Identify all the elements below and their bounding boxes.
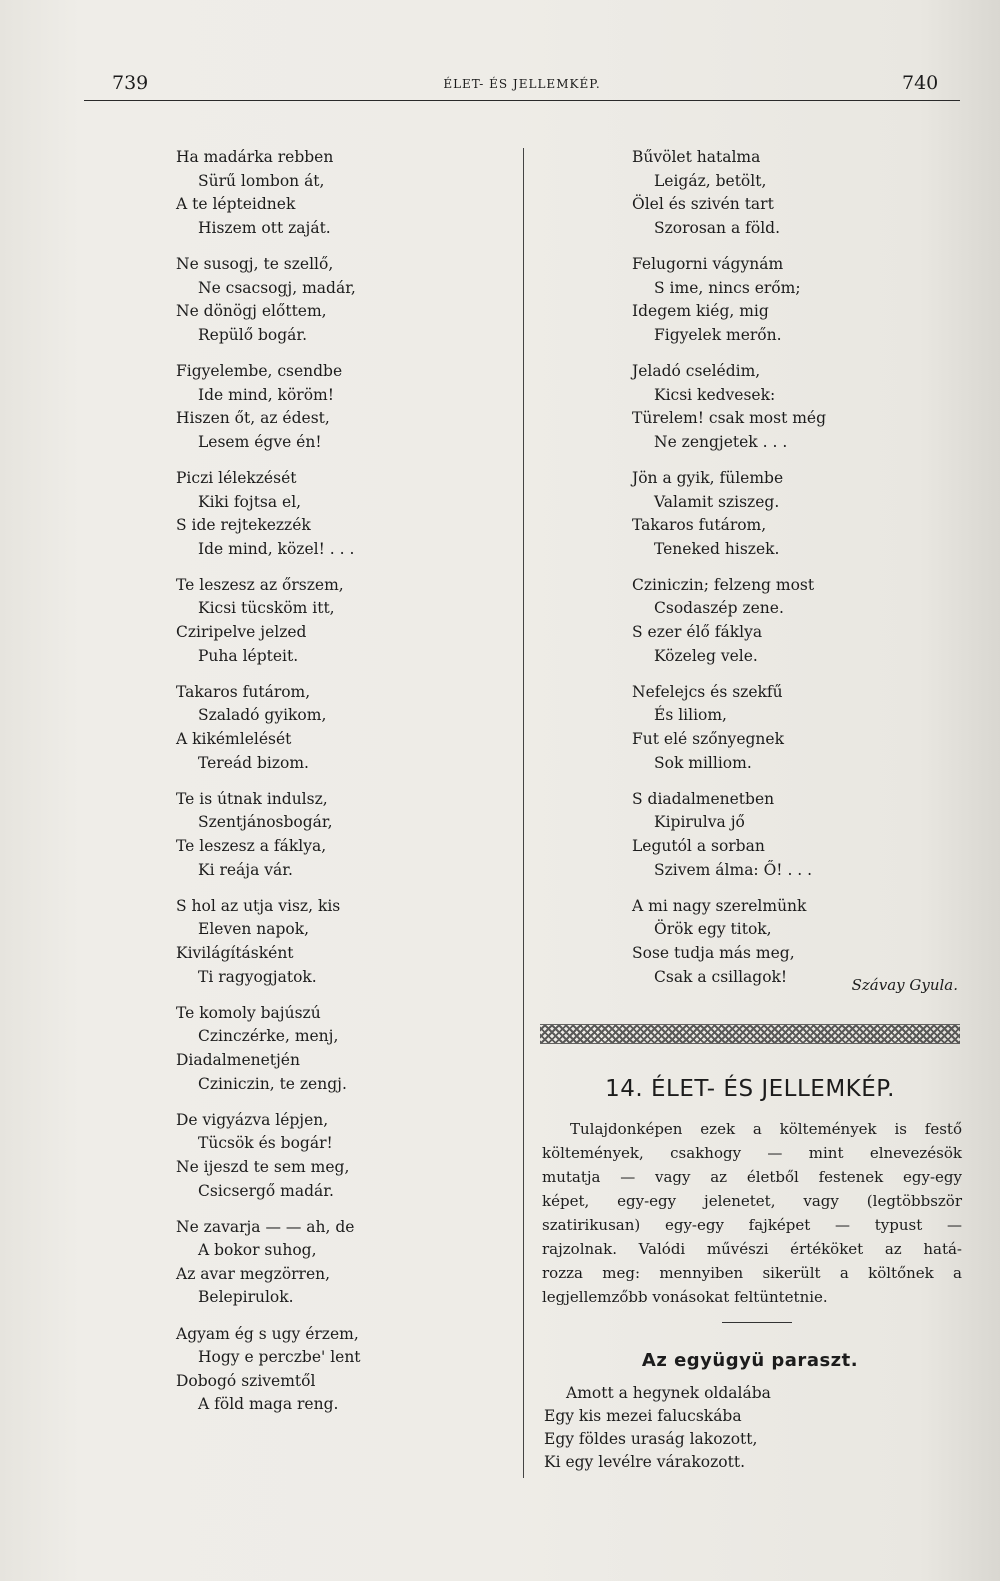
poem-line: Diadalmenetjén <box>176 1050 300 1069</box>
paragraph-line: Tulajdonképen ezek a költemények is festő <box>570 1120 962 1138</box>
poem-line: A mi nagy szerelmünk <box>632 896 807 915</box>
poem-stanza <box>632 253 932 347</box>
poem-stanza <box>176 1323 476 1417</box>
poem-line: Leigáz, betölt, <box>654 171 767 190</box>
poem-line: Figyelembe, csendbe <box>176 361 343 380</box>
poem-line: Te is útnak indulsz, <box>176 789 328 808</box>
paragraph-line: képet, egy-egy jelenetet, vagy (legtöbbször <box>542 1192 962 1210</box>
poem-line: Eleven napok, <box>198 920 310 939</box>
poem-excerpt <box>544 1382 964 1474</box>
poem-line: És liliom, <box>654 706 727 725</box>
poem-line: Lesem égve én! <box>198 432 322 451</box>
poem-line: S diadalmenetben <box>632 789 775 808</box>
poem-line: Cziripelve jelzed <box>176 623 307 642</box>
poem-line: Te komoly bajúszú <box>176 1003 321 1022</box>
poem-line: Ki reája vár. <box>198 860 293 879</box>
poem-line: Tereád bizom. <box>198 753 309 772</box>
poem-line: Hiszem ott zaját. <box>198 218 331 237</box>
poem-line: Kipirulva jő <box>654 813 745 832</box>
poem-signature: Szávay Gyula. <box>851 976 958 994</box>
poem-line: Sürű lombon át, <box>198 171 325 190</box>
poem-line: Idegem kiég, mig <box>632 302 769 321</box>
poem-title: Az együgyü paraszt. <box>641 1350 859 1371</box>
poem-stanza <box>176 788 476 882</box>
poem-line: Cziniczin; felzeng most <box>632 575 815 594</box>
poem-line: Te leszesz az őrszem, <box>176 575 344 594</box>
poem-line: Agyam ég s ugy érzem, <box>176 1324 359 1343</box>
poem-line: Sok milliom. <box>654 753 752 772</box>
poem-stanza <box>632 360 932 454</box>
poem-line: Ölel és szivén tart <box>632 195 774 214</box>
paragraph-line: mutatja — vagy az életből festenek egy-egy <box>542 1168 962 1186</box>
poem-line: A föld maga reng. <box>198 1395 339 1414</box>
poem-line: Felugorni vágynám <box>632 254 784 273</box>
poem-stanza <box>632 467 932 561</box>
running-title: ÉLET- ÉS JELLEMKÉP. <box>443 77 601 91</box>
short-divider-rule <box>722 1322 792 1323</box>
page-header <box>84 70 960 110</box>
paragraph-line: rozza meg: mennyiben sikerült a költőnek a <box>542 1264 962 1282</box>
poem-line: Ne dönögj előttem, <box>176 302 327 321</box>
poem-line: Nefelejcs és szekfű <box>632 682 783 701</box>
poem-line: Ne zengjetek . . . <box>654 432 788 451</box>
poem-line: Ne ijeszd te sem meg, <box>176 1157 350 1176</box>
poem-line: Örök egy titok, <box>654 920 772 939</box>
poem-stanza <box>176 360 476 454</box>
poem-line: Valamit sziszeg. <box>654 492 780 511</box>
poem-line: Szentjánosbogár, <box>198 813 333 832</box>
poem-line: Szaladó gyikom, <box>198 706 327 725</box>
poem-line: Egy kis mezei falucskába <box>544 1407 742 1425</box>
poem-line: Piczi lélekzését <box>176 468 297 487</box>
poem-line: Kivilágításként <box>176 943 294 962</box>
poem-line: Repülő bogár. <box>198 325 308 344</box>
poem-line: S hol az utja visz, kis <box>176 896 341 915</box>
poem-line: S ime, nincs erőm; <box>654 278 801 297</box>
poem-line: Belepirulok. <box>198 1288 294 1307</box>
poem-stanza <box>632 788 932 882</box>
poem-line: Csodaszép zene. <box>654 599 784 618</box>
poem-stanza <box>632 681 932 775</box>
poem-line: Ide mind, köröm! <box>198 385 334 404</box>
poem-line: Csicsergő madár. <box>198 1181 334 1200</box>
poem-line: Hogy e perczbe' lent <box>198 1348 361 1367</box>
poem-line: Hiszen őt, az édest, <box>176 409 330 428</box>
poem-line: Sose tudja más meg, <box>632 943 795 962</box>
poem-line: Fut elé szőnyegnek <box>632 730 784 749</box>
poem-line: Te leszesz a fáklya, <box>176 837 327 855</box>
poem-stanza <box>176 146 476 240</box>
left-column-poem <box>176 146 476 1430</box>
poem-line: S ide rejtekezzék <box>176 516 311 535</box>
poem-line: Tücsök és bogár! <box>198 1134 333 1153</box>
poem-stanza <box>632 146 932 240</box>
ornamental-divider <box>540 1024 960 1044</box>
section-intro-paragraph <box>542 1117 962 1309</box>
poem-line: Kicsi tücsköm itt, <box>198 599 335 618</box>
poem-stanza <box>176 1216 476 1310</box>
poem-line: Puha lépteit. <box>198 646 299 665</box>
poem-line: Ne zavarja — — ah, de <box>176 1217 355 1236</box>
poem-line: Jeladó cselédim, <box>632 361 761 380</box>
right-page-number: 740 <box>902 72 939 94</box>
poem-line: Takaros futárom, <box>632 516 767 535</box>
poem-line: Ne csacsogj, madár, <box>198 278 356 297</box>
poem-line: Legutól a sorban <box>632 837 765 855</box>
poem-line: Czinczérke, menj, <box>198 1027 339 1046</box>
poem-line: Türelem! csak most még <box>632 409 827 428</box>
poem-line: Szorosan a föld. <box>654 218 781 237</box>
poem-line: Egy földes uraság lakozott, <box>544 1430 758 1448</box>
paragraph-line: legjellemzőbb vonásokat feltüntetnie. <box>542 1288 828 1306</box>
poem-line: Szivem álma: Ő! . . . <box>654 860 813 879</box>
poem-line: Amott a hegynek oldalába <box>566 1384 771 1402</box>
paragraph-line: szatirikusan) egy-egy fajképet — typust — <box>542 1216 962 1234</box>
poem-stanza <box>176 895 476 989</box>
poem-line: Jön a gyik, fülembe <box>632 468 784 487</box>
poem-line: Az avar megzörren, <box>176 1264 331 1283</box>
poem-stanza <box>176 1109 476 1203</box>
poem-stanza <box>176 253 476 347</box>
poem-line: A bokor suhog, <box>198 1241 317 1260</box>
section-title: 14. ÉLET- ÉS JELLEMKÉP. <box>605 1076 895 1102</box>
poem-line: Ki egy levélre várakozott. <box>544 1453 746 1471</box>
poem-line: Ne susogj, te szellő, <box>176 254 334 273</box>
poem-stanza <box>632 574 932 668</box>
poem-stanza <box>176 1002 476 1096</box>
poem-stanza <box>632 895 932 989</box>
poem-line: Cziniczin, te zengj. <box>198 1074 347 1093</box>
column-divider <box>523 148 524 1478</box>
poem-line: S ezer élő fáklya <box>632 623 763 642</box>
poem-line: A te lépteidnek <box>176 195 296 214</box>
poem-line: Dobogó szivemtől <box>176 1371 316 1390</box>
paragraph-line: rajzolnak. Valódi művészi értéköket az hatá- <box>542 1240 962 1258</box>
poem-stanza <box>176 681 476 775</box>
paragraph-line: költemények, csakhogy — mint elnevezésök <box>542 1144 962 1162</box>
poem-stanza <box>176 467 476 561</box>
poem-line: Ha madárka rebben <box>176 148 334 166</box>
poem-line: Ti ragyogjatok. <box>198 967 317 986</box>
poem-line: Teneked hiszek. <box>654 539 780 558</box>
poem-line: Közeleg vele. <box>654 646 758 665</box>
poem-line: Takaros futárom, <box>176 682 311 701</box>
poem-line: Kiki fojtsa el, <box>198 492 302 511</box>
poem-line: Ide mind, közel! . . . <box>198 539 355 558</box>
poem-line: Bűvölet hatalma <box>632 148 761 166</box>
header-rule <box>84 100 960 101</box>
right-column-poem <box>632 146 932 1002</box>
poem-line: Figyelek merőn. <box>654 325 782 344</box>
poem-line: De vigyázva lépjen, <box>176 1110 329 1129</box>
poem-line: Csak a csillagok! <box>654 967 788 986</box>
left-page-number: 739 <box>112 72 149 94</box>
poem-stanza <box>176 574 476 668</box>
poem-line: A kikémlelését <box>176 730 292 749</box>
poem-line: Kicsi kedvesek: <box>654 385 776 404</box>
